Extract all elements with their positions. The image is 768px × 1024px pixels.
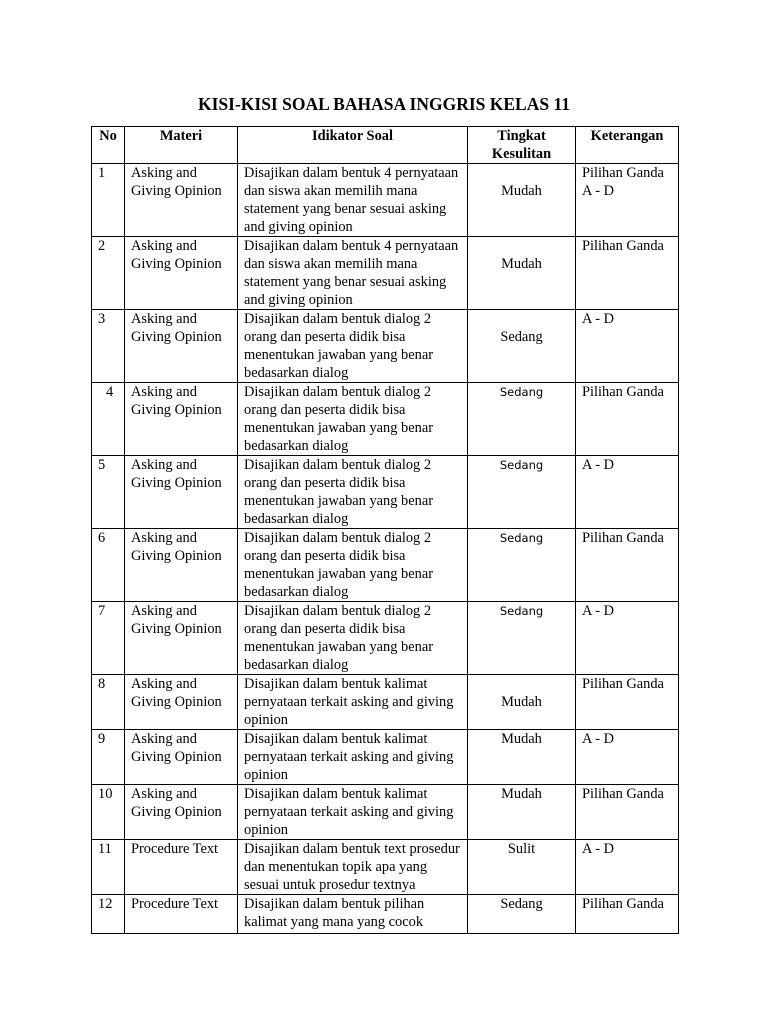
cell-indikator: Disajikan dalam bentuk dialog 2 orang dan peserta didik bisa menentukan jawaban yang benar bedasarkan dialog [238, 310, 468, 383]
cell-tingkat-value: Mudah [501, 256, 542, 272]
cell-materi: Asking and Giving Opinion [125, 675, 238, 730]
table-row [92, 895, 679, 934]
cell-tingkat: Mudah [468, 785, 576, 840]
cell-materi: Asking and Giving Opinion [125, 456, 238, 529]
cell-keterangan: A - D [576, 840, 679, 895]
kisi-kisi-table [91, 126, 679, 934]
header-tingkat: Tingkat Kesulitan [468, 127, 576, 164]
cell-indikator: Disajikan dalam bentuk dialog 2 orang dan peserta didik bisa menentukan jawaban yang benar bedasarkan dialog [238, 383, 468, 456]
cell-tingkat [468, 602, 576, 675]
cell-keterangan: A - D [576, 310, 679, 383]
cell-no: 12 [92, 895, 125, 934]
cell-materi: Asking and Giving Opinion [125, 164, 238, 237]
cell-tingkat-value: Sedang [500, 329, 543, 345]
cell-tingkat [468, 456, 576, 529]
cell-indikator: Disajikan dalam bentuk kalimat pernyataan terkait asking and giving opinion [238, 675, 468, 730]
table-row [92, 310, 679, 383]
cell-keterangan: Pilihan Ganda [576, 895, 679, 934]
cell-no: 9 [92, 730, 125, 785]
cell-keterangan: Pilihan Ganda [576, 675, 679, 730]
cell-no: 11 [92, 840, 125, 895]
cell-tingkat: Sedang [468, 895, 576, 934]
cell-tingkat [468, 675, 576, 730]
cell-no: 8 [92, 675, 125, 730]
table-row [92, 785, 679, 840]
cell-tingkat-value: Sedang [499, 604, 544, 618]
cell-keterangan: Pilihan Ganda [576, 785, 679, 840]
header-indikator: Idikator Soal [238, 127, 468, 164]
table-row [92, 164, 679, 237]
cell-tingkat-value: Sedang [499, 458, 544, 472]
cell-materi: Asking and Giving Opinion [125, 237, 238, 310]
cell-keterangan: Pilihan Ganda [576, 383, 679, 456]
document-title: KISI-KISI SOAL BAHASA INGGRIS KELAS 11 [197, 94, 570, 114]
cell-indikator: Disajikan dalam bentuk 4 pernyataan dan siswa akan memilih mana statement yang benar sesuai asking and giving opinion [238, 164, 468, 237]
cell-no: 10 [92, 785, 125, 840]
cell-no: 5 [92, 456, 125, 529]
table-row [92, 237, 679, 310]
cell-indikator: Disajikan dalam bentuk 4 pernyataan dan siswa akan memilih mana statement yang benar sesuai asking and giving opinion [238, 237, 468, 310]
table-row [92, 675, 679, 730]
cell-tingkat [468, 529, 576, 602]
cell-indikator: Disajikan dalam bentuk kalimat pernyataan terkait asking and giving opinion [238, 730, 468, 785]
table-row [92, 602, 679, 675]
cell-tingkat [468, 310, 576, 383]
cell-indikator: Disajikan dalam bentuk kalimat pernyataan terkait asking and giving opinion [238, 785, 468, 840]
cell-materi: Procedure Text [125, 840, 238, 895]
cell-tingkat-value: Mudah [501, 694, 542, 710]
cell-no: 1 [92, 164, 125, 237]
cell-indikator: Disajikan dalam bentuk dialog 2 orang dan peserta didik bisa menentukan jawaban yang benar bedasarkan dialog [238, 456, 468, 529]
cell-materi: Procedure Text [125, 895, 238, 934]
table-row [92, 456, 679, 529]
cell-materi: Asking and Giving Opinion [125, 310, 238, 383]
cell-keterangan: Pilihan Ganda A - D [576, 164, 679, 237]
cell-tingkat-value: Mudah [501, 183, 542, 199]
cell-tingkat [468, 383, 576, 456]
cell-tingkat [468, 237, 576, 310]
cell-no: 2 [92, 237, 125, 310]
cell-keterangan: Pilihan Ganda [576, 529, 679, 602]
cell-materi: Asking and Giving Opinion [125, 785, 238, 840]
cell-keterangan: A - D [576, 602, 679, 675]
cell-no: 6 [92, 529, 125, 602]
cell-tingkat: Sulit [468, 840, 576, 895]
cell-no: 4 [92, 383, 125, 456]
cell-indikator: Disajikan dalam bentuk dialog 2 orang dan peserta didik bisa menentukan jawaban yang benar bedasarkan dialog [238, 529, 468, 602]
cell-materi: Asking and Giving Opinion [125, 529, 238, 602]
table-row [92, 730, 679, 785]
header-keterangan: Keterangan [576, 127, 679, 164]
header-no: No [92, 127, 125, 164]
cell-tingkat [468, 164, 576, 237]
table-header-row [92, 127, 679, 164]
table-row [92, 529, 679, 602]
cell-no: 3 [92, 310, 125, 383]
cell-tingkat-value: Sedang [499, 531, 544, 545]
table-row [92, 840, 679, 895]
cell-indikator: Disajikan dalam bentuk text prosedur dan menentukan topik apa yang sesuai untuk prosedur textnya [238, 840, 468, 895]
cell-indikator: Disajikan dalam bentuk pilihan kalimat yang mana yang cocok [238, 895, 468, 934]
cell-tingkat-value: Sedang [499, 385, 544, 399]
cell-no: 7 [92, 602, 125, 675]
table-row [92, 383, 679, 456]
cell-materi: Asking and Giving Opinion [125, 602, 238, 675]
cell-keterangan: A - D [576, 456, 679, 529]
cell-keterangan: A - D [576, 730, 679, 785]
header-materi: Materi [125, 127, 238, 164]
cell-indikator: Disajikan dalam bentuk dialog 2 orang dan peserta didik bisa menentukan jawaban yang benar bedasarkan dialog [238, 602, 468, 675]
cell-keterangan: Pilihan Ganda [576, 237, 679, 310]
cell-tingkat: Mudah [468, 730, 576, 785]
cell-materi: Asking and Giving Opinion [125, 383, 238, 456]
cell-materi: Asking and Giving Opinion [125, 730, 238, 785]
